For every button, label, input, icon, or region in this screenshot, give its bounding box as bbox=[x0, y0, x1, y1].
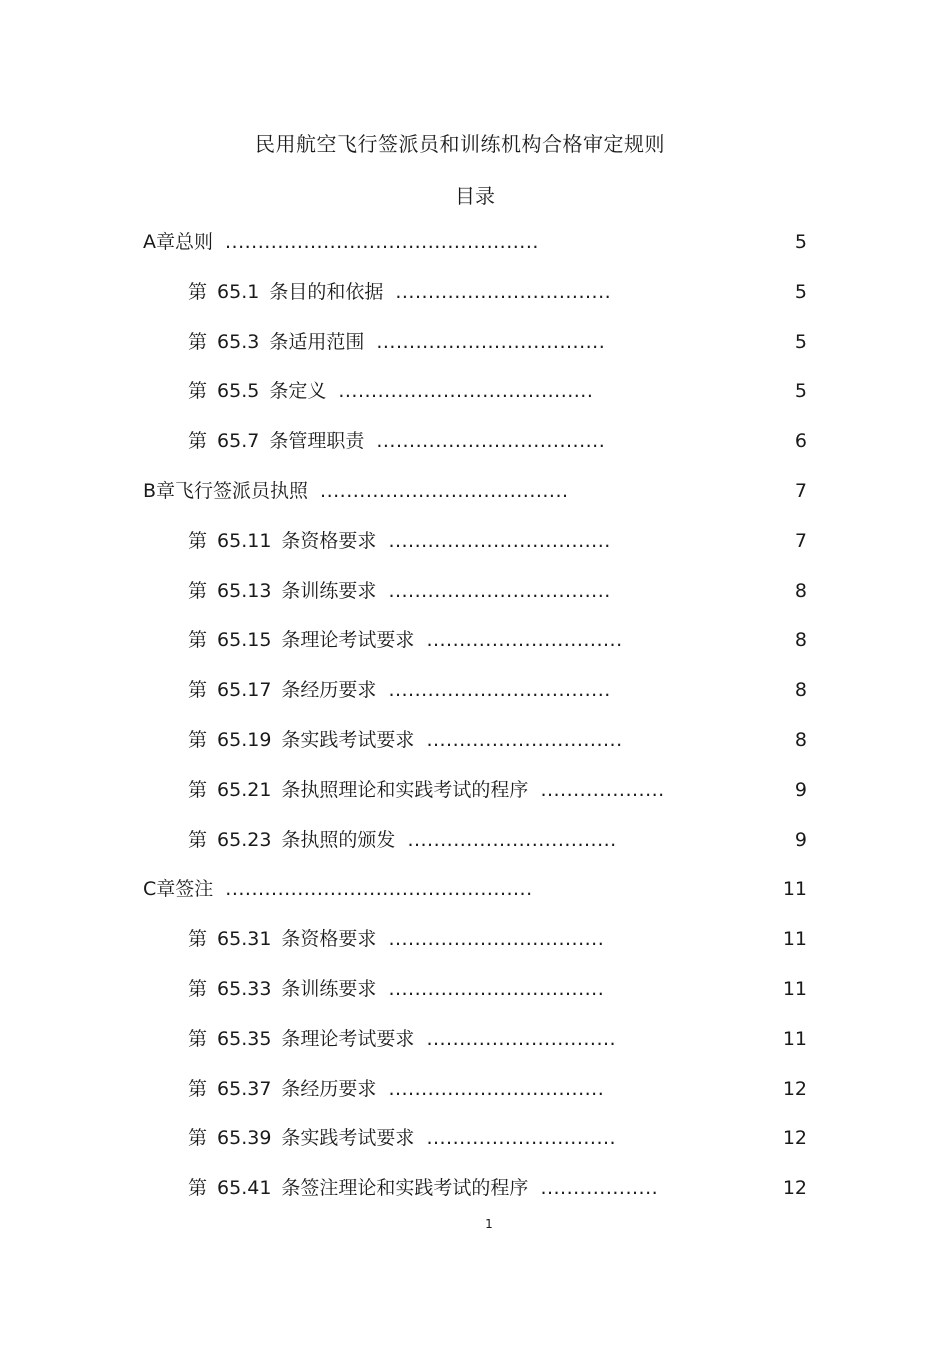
toc-entry-label: 条资格要求 bbox=[281, 928, 377, 951]
article-number: 65.17 bbox=[217, 679, 272, 702]
article-number: 65.5 bbox=[217, 380, 260, 403]
toc-article-entry[interactable] bbox=[0, 925, 950, 975]
toc-entry-text bbox=[188, 826, 617, 854]
article-prefix: 第 bbox=[188, 1077, 208, 1100]
toc-entry-text bbox=[188, 377, 593, 405]
toc-article-entry[interactable] bbox=[0, 975, 950, 1025]
toc-article-entry[interactable] bbox=[0, 676, 950, 726]
toc-leader-dots: .................................. bbox=[388, 579, 611, 602]
toc-page-number: 8 bbox=[794, 728, 807, 751]
toc-entry-label: B章飞行签派员执照 bbox=[143, 479, 309, 502]
toc-entry-text bbox=[143, 875, 533, 903]
toc-page-number: 11 bbox=[782, 928, 807, 951]
toc-leader-dots: ................................. bbox=[388, 1077, 605, 1100]
toc-entry-label: 条执照理论和实践考试的程序 bbox=[281, 778, 529, 801]
article-prefix: 第 bbox=[188, 778, 208, 801]
article-number: 65.15 bbox=[217, 629, 272, 652]
toc-heading: 目录 bbox=[455, 184, 495, 208]
toc-chapter-entry[interactable] bbox=[0, 228, 950, 278]
footer-page-number: 1 bbox=[485, 1217, 493, 1231]
toc-entry-text bbox=[188, 726, 623, 754]
toc-entry-label: 条实践考试要求 bbox=[281, 1127, 415, 1150]
toc-entry-label: 条经历要求 bbox=[281, 1077, 377, 1100]
toc-entry-label: 条经历要求 bbox=[281, 679, 377, 702]
toc-entry-text bbox=[188, 925, 604, 953]
toc-entry-text bbox=[188, 676, 611, 704]
toc-leader-dots: .............................. bbox=[426, 629, 623, 652]
toc-entry-text bbox=[188, 776, 665, 804]
toc-entry-text bbox=[188, 1075, 604, 1103]
toc-page-number: 6 bbox=[794, 430, 807, 453]
article-number: 65.13 bbox=[217, 579, 272, 602]
toc-article-entry[interactable] bbox=[0, 776, 950, 826]
article-prefix: 第 bbox=[188, 629, 208, 652]
toc-page-number: 9 bbox=[794, 828, 807, 851]
toc-leader-dots: ...................................... bbox=[320, 479, 569, 502]
toc-entry-text bbox=[188, 1174, 658, 1202]
toc-leader-dots: ................................. bbox=[388, 928, 605, 951]
toc-entry-text bbox=[143, 228, 539, 256]
toc-page-number: 5 bbox=[794, 231, 807, 253]
document-title: 民用航空飞行签派员和训练机构合格审定规则 bbox=[255, 132, 665, 156]
toc-page-number: 8 bbox=[794, 579, 807, 602]
article-number: 65.31 bbox=[217, 928, 272, 951]
toc-page-number: 7 bbox=[794, 479, 807, 502]
toc-leader-dots: ............................................... bbox=[225, 878, 533, 901]
toc-chapter-entry[interactable] bbox=[0, 477, 950, 527]
toc-article-entry[interactable] bbox=[0, 826, 950, 876]
toc-leader-dots: ................................ bbox=[407, 828, 617, 851]
article-number: 65.1 bbox=[217, 280, 260, 303]
toc-entry-label: 条理论考试要求 bbox=[281, 629, 415, 652]
toc-article-entry[interactable] bbox=[0, 726, 950, 776]
toc-entry-label: 条目的和依据 bbox=[269, 280, 384, 303]
toc-page-number: 8 bbox=[794, 629, 807, 652]
toc-leader-dots: ............................. bbox=[426, 1127, 617, 1150]
toc-entry-text bbox=[188, 427, 605, 455]
article-prefix: 第 bbox=[188, 529, 208, 552]
article-number: 65.11 bbox=[217, 529, 272, 552]
toc-page-number: 5 bbox=[794, 380, 807, 403]
toc-page-number: 7 bbox=[794, 529, 807, 552]
article-prefix: 第 bbox=[188, 1177, 208, 1200]
toc-article-entry[interactable] bbox=[0, 527, 950, 577]
toc-leader-dots: ................................... bbox=[376, 430, 606, 453]
toc-leader-dots: .............................. bbox=[426, 728, 623, 751]
article-prefix: 第 bbox=[188, 330, 208, 353]
article-number: 65.33 bbox=[217, 977, 272, 1000]
toc-article-entry[interactable] bbox=[0, 427, 950, 477]
toc-entry-label: C章签注 bbox=[143, 878, 214, 901]
article-prefix: 第 bbox=[188, 728, 208, 751]
article-prefix: 第 bbox=[188, 1027, 208, 1050]
toc-leader-dots: .................. bbox=[540, 1177, 659, 1200]
toc-article-entry[interactable] bbox=[0, 626, 950, 676]
toc-entry-label: 条理论考试要求 bbox=[281, 1027, 415, 1050]
toc-article-entry[interactable] bbox=[0, 1124, 950, 1174]
toc-entry-label: 条训练要求 bbox=[281, 579, 377, 602]
toc-entry-label: 条资格要求 bbox=[281, 529, 377, 552]
article-prefix: 第 bbox=[188, 380, 208, 403]
toc-leader-dots: ................................. bbox=[388, 977, 605, 1000]
toc-page-number: 12 bbox=[782, 1177, 807, 1200]
toc-entry-text bbox=[188, 626, 623, 654]
article-number: 65.7 bbox=[217, 430, 260, 453]
table-of-contents bbox=[0, 228, 950, 1224]
article-prefix: 第 bbox=[188, 430, 208, 453]
toc-leader-dots: .................................. bbox=[388, 529, 611, 552]
article-number: 65.23 bbox=[217, 828, 272, 851]
toc-entry-label: 条管理职责 bbox=[269, 430, 365, 453]
toc-entry-label: 条签注理论和实践考试的程序 bbox=[281, 1177, 529, 1200]
toc-entry-text bbox=[188, 577, 611, 605]
toc-page-number: 5 bbox=[794, 280, 807, 303]
toc-leader-dots: ................................................ bbox=[225, 231, 539, 253]
article-prefix: 第 bbox=[188, 977, 208, 1000]
toc-page-number: 11 bbox=[782, 977, 807, 1000]
article-number: 65.39 bbox=[217, 1127, 272, 1150]
toc-page-number: 8 bbox=[794, 679, 807, 702]
toc-entry-text bbox=[188, 975, 604, 1003]
article-prefix: 第 bbox=[188, 928, 208, 951]
toc-entry-text bbox=[188, 328, 605, 356]
toc-leader-dots: ................... bbox=[540, 778, 665, 801]
toc-entry-label: 条实践考试要求 bbox=[281, 728, 415, 751]
toc-entry-text bbox=[188, 527, 611, 555]
toc-article-entry[interactable] bbox=[0, 1075, 950, 1125]
toc-article-entry[interactable] bbox=[0, 377, 950, 427]
toc-leader-dots: ................................... bbox=[376, 330, 606, 353]
article-prefix: 第 bbox=[188, 679, 208, 702]
toc-entry-label: 条适用范围 bbox=[269, 330, 365, 353]
article-number: 65.21 bbox=[217, 778, 272, 801]
toc-page-number: 11 bbox=[782, 878, 807, 901]
toc-leader-dots: ................................. bbox=[395, 280, 612, 303]
toc-entry-label: A章总则 bbox=[143, 231, 213, 253]
toc-article-entry[interactable] bbox=[0, 1025, 950, 1075]
toc-entry-text bbox=[143, 477, 569, 505]
toc-page-number: 12 bbox=[782, 1077, 807, 1100]
article-prefix: 第 bbox=[188, 579, 208, 602]
toc-leader-dots: .................................. bbox=[388, 679, 611, 702]
toc-article-entry[interactable] bbox=[0, 328, 950, 378]
article-number: 65.3 bbox=[217, 330, 260, 353]
article-number: 65.41 bbox=[217, 1177, 272, 1200]
article-number: 65.19 bbox=[217, 728, 272, 751]
article-number: 65.35 bbox=[217, 1027, 272, 1050]
toc-page-number: 11 bbox=[782, 1027, 807, 1050]
toc-entry-text bbox=[188, 1124, 616, 1152]
toc-article-entry[interactable] bbox=[0, 278, 950, 328]
toc-page-number: 9 bbox=[794, 778, 807, 801]
toc-entry-text bbox=[188, 278, 611, 306]
toc-leader-dots: ....................................... bbox=[338, 380, 594, 403]
toc-entry-text bbox=[188, 1025, 616, 1053]
toc-entry-label: 条训练要求 bbox=[281, 977, 377, 1000]
toc-chapter-entry[interactable] bbox=[0, 875, 950, 925]
article-prefix: 第 bbox=[188, 1127, 208, 1150]
article-number: 65.37 bbox=[217, 1077, 272, 1100]
toc-page-number: 5 bbox=[794, 330, 807, 353]
toc-entry-label: 条执照的颁发 bbox=[281, 828, 396, 851]
article-prefix: 第 bbox=[188, 828, 208, 851]
toc-page-number: 12 bbox=[782, 1127, 807, 1150]
article-prefix: 第 bbox=[188, 280, 208, 303]
toc-leader-dots: ............................. bbox=[426, 1027, 617, 1050]
toc-entry-label: 条定义 bbox=[269, 380, 327, 403]
toc-article-entry[interactable] bbox=[0, 577, 950, 627]
